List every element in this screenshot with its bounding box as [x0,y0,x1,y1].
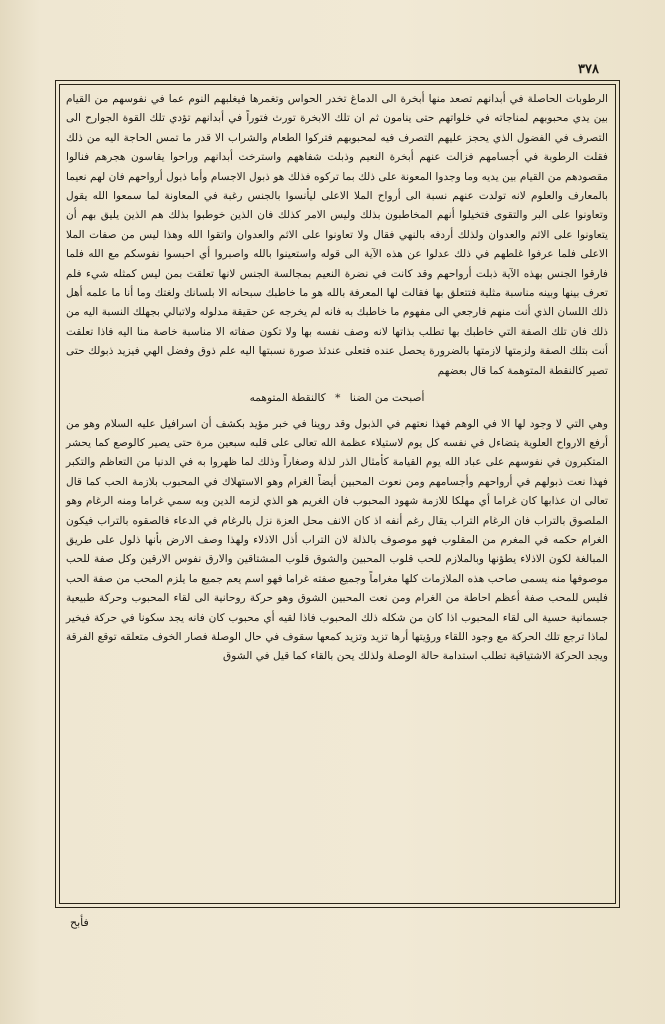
verse-hemistich-left: كالنقطة المتوهمه [249,392,326,405]
verse-line [66,389,608,408]
paragraph-2: وهي التي لا وجود لها الا في الوهم فهذا نعتهم في الذبول وقد روينا في خبر مؤيد بكشف أن اسرافيل عليه السلام وهو من أرفع الارواح العلوية يتضاءل في نفسه كل يوم لاستيلاء عظمة الله تعالى على قلبه سبعين مرة حتى يصير كالوصع كما يحشر المتكبرون في نفوسهم على عباد الله يوم القيامة كأمثال الذر لذلة وصغاراً وذلك لما ظهروا به في الدنيا من التعاظم والتكبر فهذا نعت ذبولهم في أرواحهم وأجسامهم ومن نعوت المحبين أيضاً الغرام وهو الاستهلاك في المحبوب بلازمة الحب كما قال تعالى ان عذابها كان غراما أي مهلكا للازمة شهود المحبوب فان الغريم هو الذي لزمه الدين وبه سمي غراما ومنه الرغام وهو الملصوق بالتراب فان الرغام التراب يقال رغم أنفه اذ كان الانف محل العزة نزل بالرغام في الدعاء فالصقوه بالتراب فيكون الغرام حكمه في المغرم من المقلوب فهو موصوف بالذلة لان التراب أذل الاذلاء ولهذا وصف الارض بأنها ذلول على طريق المبالغة لكون الاذلاء يطؤنها وبالملازم للحب قلوب المحبين والشوق قلوب المشتاقين والارق نفوس الارقين وكل صفة للحب موصوفها منه يسمى صاحب هذه الملازمات كلها مغراماً وجميع صفته غراما فهو اسم يعم جميع ما يلزم المحب من صفة الحب فليس للمحب صفة أعظم احاطة من الغرام ومن نعت المحبين الشوق وهو حركة روحانية الى لقاء المحبوب وحركة طبيعية جسمانية حسية الى لقاء المحبوب اذا كان من شكله ذلك المحبوب فاذا لقيه أي محبوب كان فانه يجد سكونا في حركة فيخير لماذا ترجع تلك الحركة مع وجود اللقاء ورؤيتها أرها تزيد وتزيد كمعها سقوف في حال الوصلة فصار الخوف متعلقه توقع الفرقة ويجد الحركة الاشتياقية تطلب استدامة حالة الوصلة ولذلك يحن بالقاء كما قيل في الشوق [66,417,608,663]
verse-hemistich-right: أصبحت من الضنا [349,392,425,405]
page-number: ٣٧٨ [578,62,599,77]
verse-separator: * [335,392,341,405]
main-text [66,90,608,667]
catchword: فأبح [70,916,89,929]
paragraph-1: الرطوبات الحاصلة في أبدانهم تصعد منها أبخرة الى الدماغ تخدر الحواس وتغمرها فيغلبهم النوم عما في نفوسهم من القيام بين يدي محبوبهم لمناجاته في خلواتهم حتى ينامون ثم ان تلك الابخرة تورث فتوراً في أبدانهم تؤدي تلك القوة الجوارح الى التصرف في الفضول الذي يحجز عليهم التصرف فيه لمحبوبهم فتركوا الطعام والشراب الا قدر ما تمس الحاجة اليه من ذلك فقلت الرطوبة في أجسامهم فزالت عنهم أبخرة النعيم وذبلت شفاههم واسترخت أبدانهم وراحوا يقاسون هجرهم فنالوا مقصودهم من القيام بين يديه وما وجدوا المعونة على ذلك بما تركوه فذلك هو ذبول الاجسام وأما ذبول أرواحهم فان لهم نعيما بالمعارف والعلوم لانه تولدت عنهم نسبة الى أرواح الملا الاعلى ليأنسوا بالجنس رغبة في المعاونة لما سمعوا الله يقول وتعاونوا على البر والتقوى فتخيلوا أنهم المخاطبون بذلك وليس الامر كذلك فان الذين خوطبوا بذلك هم الذين يليق بهم أن يتعاونوا على الاثم والعدوان ولذلك أردفه بالنهي فقال ولا تعاونوا على الاثم والعدوان واتقوا الله وهذا ليس من صفات الملا الاعلى فلما عرفوا غلطهم في ذلك عدلوا عن هذه الآية الى قوله واستعينوا بالله واصبروا أي احبسوا نفوسكم مع الله فلما فارقوا الجنس بهذه الآية ذبلت أرواحهم وقد كانت في نضرة النعيم بمجالسة الجنس لانها تعلقت بمن ليس كمثله شيء فلم تعرف بينها وبينه مناسبة مثلية فتتعلق بها فقالت لها المعرفة بالله هو ما خاطبك سبحانه الا بلسانك ولغتك وما أنا ما علمه أهل ذلك اللسان الذي أنت منهم فارجعي الى مفهوم ما خاطبك به فانه لم يخرجه عن حقيقة مدلوله ولاتبالي بجهلك النسبة اليه من ذلك فان تلك الصفة التي خاطبك بها تطلب بذاتها لانه وصف نفسه بها ولا تكون صفاته الا مناسبة خاصة منا اليه فاذا تعلقت أنت بتلك الصفة ولزمتها لازمتها بالضرورة يحصل عنده فتعلى عندئذ صورة نسبتها اليه علم ذوق وفضل الهي فيزيد ذبولك حتى تصير كالنقطة المتوهمة كما قال بعضهم [66,93,608,377]
